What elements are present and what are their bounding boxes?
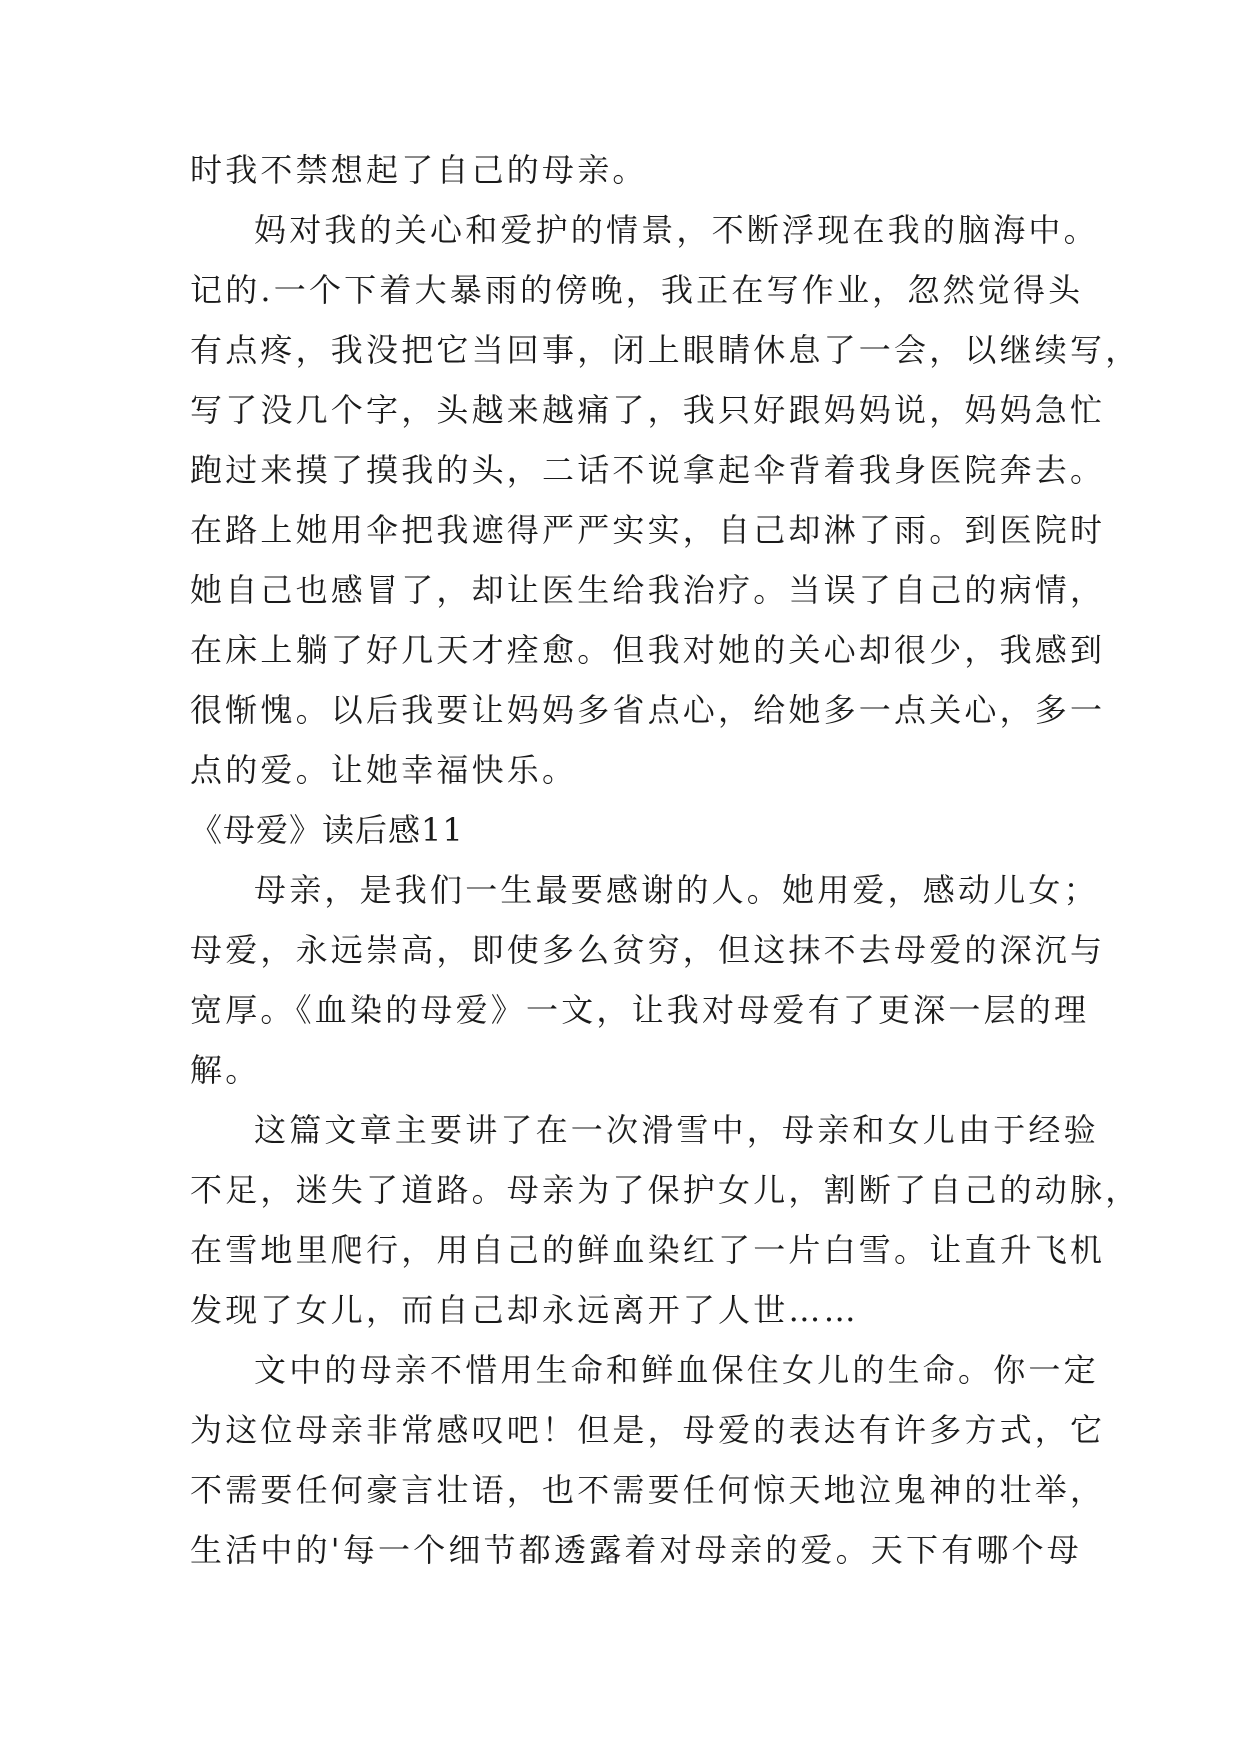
paragraph-first-line: 这篇文章主要讲了在一次滑雪中，母亲和女儿由于经验 <box>254 1111 1099 1149</box>
text-line: 解。 <box>190 1051 261 1089</box>
text-line: 不需要任何豪言壮语，也不需要任何惊天地泣鬼神的壮举， <box>190 1471 1106 1509</box>
text-line: 发现了女儿，而自己却永远离开了人世…… <box>190 1291 859 1329</box>
text-line: 为这位母亲非常感叹吧！但是，母爱的表达有许多方式，它 <box>190 1411 1106 1449</box>
text-line: 很惭愧。以后我要让妈妈多省点心，给她多一点关心，多一 <box>190 691 1106 729</box>
text-line: 宽厚。《血染的母爱》一文，让我对母爱有了更深一层的理 <box>190 991 1090 1029</box>
text-line: 生活中的'每一个细节都透露着对母亲的爱。天下有哪个母 <box>190 1531 1082 1569</box>
text-line: 在路上她用伞把我遮得严严实实，自己却淋了雨。到医院时 <box>190 511 1106 549</box>
section-heading: 《母爱》读后感11 <box>190 811 464 849</box>
text-line: 不足，迷失了道路。母亲为了保护女儿，割断了自己的动脉， <box>190 1171 1141 1209</box>
text-line: 有点疼，我没把它当回事，闭上眼睛休息了一会，以继续写， <box>190 331 1141 369</box>
text-line: 在床上躺了好几天才痊愈。但我对她的关心却很少，我感到 <box>190 631 1106 669</box>
paragraph-first-line: 妈对我的关心和爱护的情景，不断浮现在我的脑海中。 <box>254 211 1099 249</box>
paragraph-first-line: 母亲，是我们一生最要感谢的人。她用爱，感动儿女； <box>254 871 1099 909</box>
text-line: 时我不禁想起了自己的母亲。 <box>190 151 648 189</box>
text-line: 记的.一个下着大暴雨的傍晚，我正在写作业，忽然觉得头 <box>190 271 1084 309</box>
text-line: 在雪地里爬行，用自己的鲜血染红了一片白雪。让直升飞机 <box>190 1231 1106 1269</box>
text-line: 她自己也感冒了，却让医生给我治疗。当误了自己的病情， <box>190 571 1106 609</box>
text-line: 母爱，永远崇高，即使多么贫穷，但这抹不去母爱的深沉与 <box>190 931 1106 969</box>
text-line: 写了没几个字，头越来越痛了，我只好跟妈妈说，妈妈急忙 <box>190 391 1106 429</box>
text-line: 跑过来摸了摸我的头，二话不说拿起伞背着我身医院奔去。 <box>190 451 1106 489</box>
paragraph-first-line: 文中的母亲不惜用生命和鲜血保住女儿的生命。你一定 <box>254 1351 1099 1389</box>
text-line: 点的爱。让她幸福快乐。 <box>190 751 578 789</box>
